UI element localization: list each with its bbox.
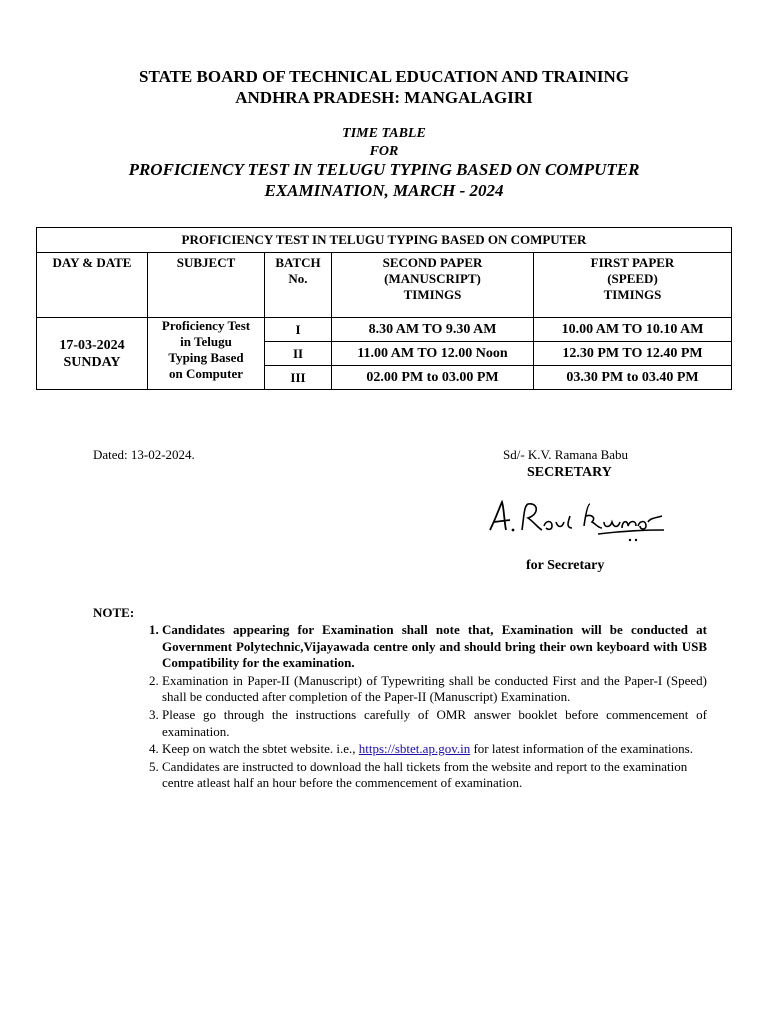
col-first-paper xyxy=(534,253,732,318)
subject-line: Proficiency Test xyxy=(161,318,251,333)
table-title: PROFICIENCY TEST IN TELUGU TYPING BASED ON COMPUTER xyxy=(37,228,732,253)
time-table-heading xyxy=(0,125,768,161)
second-paper-time: 11.00 AM TO 12.00 Noon xyxy=(332,342,534,366)
col-first-line2: (SPEED) xyxy=(607,271,658,286)
second-paper-time: 02.00 PM to 03.00 PM xyxy=(332,366,534,390)
header-row xyxy=(37,253,732,318)
note-item: 5. Candidates are instructed to download the hall tickets from the website and report to the examination centre atleast half an hour before the commencement of examination. xyxy=(162,759,707,792)
batch-cell: III xyxy=(265,366,332,390)
exam-title-line2: EXAMINATION, MARCH - 2024 xyxy=(264,181,504,200)
exam-day: SUNDAY xyxy=(63,354,121,370)
col-second-line1: SECOND PAPER xyxy=(382,255,483,270)
first-paper-time: 10.00 AM TO 10.10 AM xyxy=(534,318,732,342)
note-item: 2. Examination in Paper-II (Manuscript) of Typewriting shall be conducted First and the Paper-I (Speed) shall be conducted after completion of the Paper-II (Manuscript) Examination. xyxy=(162,673,707,706)
note-label: NOTE: xyxy=(93,605,135,620)
col-day-date: DAY & DATE xyxy=(37,253,148,318)
note-item xyxy=(162,741,707,758)
subject-line: on Computer xyxy=(168,366,244,381)
exam-title-line1: PROFICIENCY TEST IN TELUGU TYPING BASED ON COMPUTER xyxy=(128,160,640,179)
secretary-title: SECRETARY xyxy=(527,465,612,480)
board-title-line1: STATE BOARD OF TECHNICAL EDUCATION AND TRAINING xyxy=(139,67,629,86)
col-subject: SUBJECT xyxy=(148,253,265,318)
col-batch-line1: BATCH xyxy=(275,255,321,270)
second-paper-time: 8.30 AM TO 9.30 AM xyxy=(332,318,534,342)
subject-cell xyxy=(148,318,265,390)
exam-title xyxy=(0,159,768,201)
dated-text: Dated: 13-02-2024. xyxy=(93,447,195,462)
timetable xyxy=(36,227,732,390)
table-row xyxy=(37,318,732,342)
note-text: for latest information of the examinations. xyxy=(470,741,693,757)
signature-image xyxy=(480,492,670,548)
for-label: FOR xyxy=(369,144,399,159)
sbtet-website-link[interactable]: https://sbtet.ap.gov.in xyxy=(358,741,471,757)
note-item: 3. Please go through the instructions carefully of OMR answer booklet before commencement of examination. xyxy=(162,707,707,740)
first-paper-time: 03.30 PM to 03.40 PM xyxy=(534,366,732,390)
col-first-line1: FIRST PAPER xyxy=(590,255,675,270)
for-secretary: for Secretary xyxy=(526,558,605,573)
time-table-label: TIME TABLE xyxy=(342,126,426,141)
signed-by: Sd/- K.V. Ramana Babu xyxy=(503,447,629,462)
date-cell xyxy=(37,318,148,390)
first-paper-time: 12.30 PM TO 12.40 PM xyxy=(534,342,732,366)
note-item: 1. Candidates appearing for Examination shall note that, Examination will be conducted at Government Polytechnic,Vijayawada centre only and should bring their own keyboard with USB Compatibility for the examination. xyxy=(162,622,707,672)
col-first-line3: TIMINGS xyxy=(603,287,662,302)
col-second-paper xyxy=(332,253,534,318)
subject-line: in Telugu xyxy=(180,334,232,349)
exam-date: 17-03-2024 xyxy=(59,337,125,353)
col-second-line3: TIMINGS xyxy=(403,287,462,302)
col-batch-line2: No. xyxy=(288,271,308,286)
board-title-line2: ANDHRA PRADESH: MANGALAGIRI xyxy=(235,88,533,107)
note-text: Keep on watch the sbtet website. i.e., xyxy=(162,741,359,757)
col-batch xyxy=(265,253,332,318)
col-second-line2: (MANUSCRIPT) xyxy=(384,271,481,286)
notes-list xyxy=(130,622,707,793)
batch-cell: I xyxy=(265,318,332,342)
batch-cell: II xyxy=(265,342,332,366)
subject-line: Typing Based xyxy=(168,350,244,365)
board-title xyxy=(0,66,768,108)
